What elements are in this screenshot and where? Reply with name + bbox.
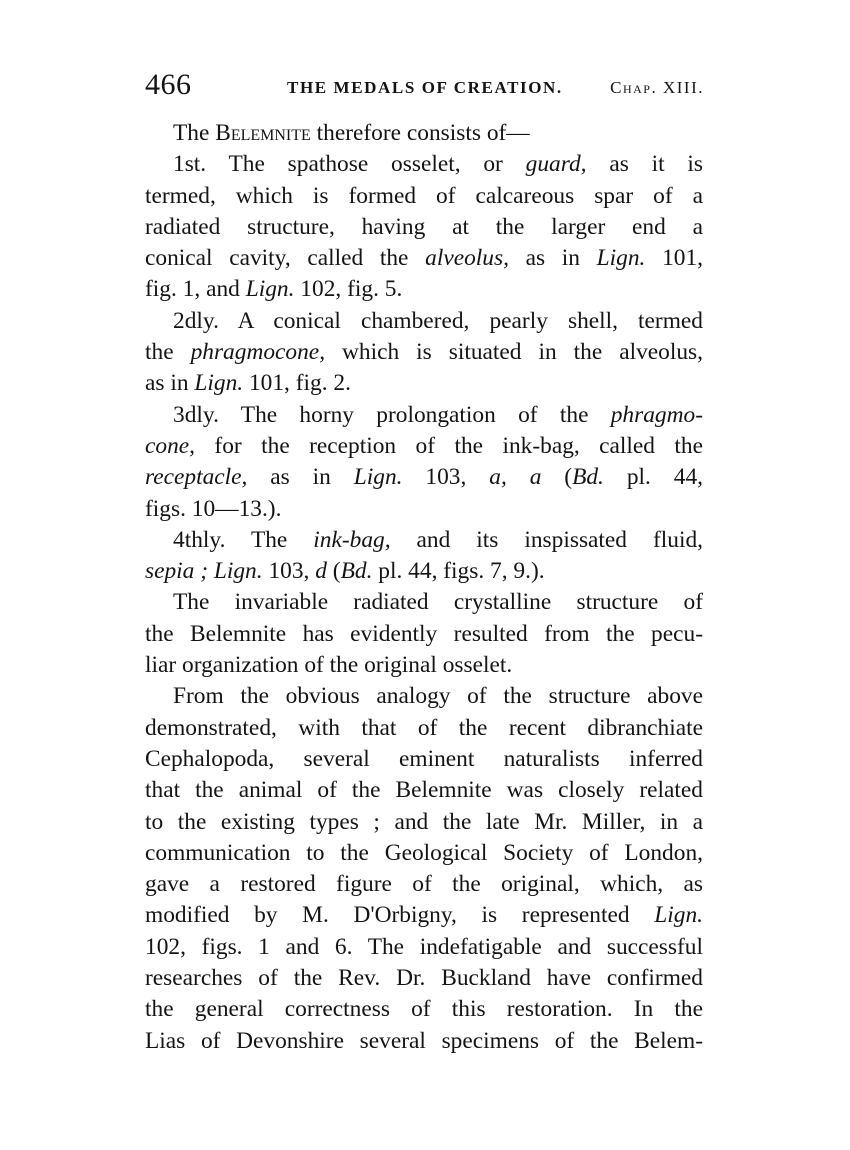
text-line: sepia ; Lign. 103, d (Bd. pl. 44, figs. 7, 9.). bbox=[145, 558, 545, 585]
belemnite-term: Belemnite bbox=[215, 120, 311, 146]
text-line: demonstrated, with that of the recent dibranchiate bbox=[145, 714, 703, 741]
item-3-paragraph bbox=[145, 400, 703, 525]
text-line: The Belemnite therefore consists of— bbox=[173, 120, 530, 146]
intro-paragraph bbox=[145, 118, 703, 149]
text-line: 1st. The spathose osselet, or guard, as it is bbox=[173, 151, 703, 178]
item-4-paragraph bbox=[145, 525, 703, 588]
body-text bbox=[145, 118, 703, 1057]
text-line: fig. 1, and Lign. 102, fig. 5. bbox=[145, 276, 403, 303]
crystalline-paragraph bbox=[145, 587, 703, 681]
running-header bbox=[145, 68, 704, 108]
chapter-label: Chap. XIII. bbox=[610, 78, 704, 97]
text-line: communication to the Geological Society of London, bbox=[145, 839, 703, 866]
text-line: radiated structure, having at the larger end a bbox=[145, 213, 703, 240]
running-title: THE MEDALS OF CREATION. bbox=[287, 78, 563, 97]
text-line: the Belemnite has evidently resulted from the pecu- bbox=[145, 620, 703, 647]
text-line: that the animal of the Belemnite was closely related bbox=[145, 777, 703, 804]
text-line: modified by M. D'Orbigny, is represented Lign. bbox=[145, 902, 703, 929]
text-line: the phragmocone, which is situated in the alveolus, bbox=[145, 339, 703, 366]
text-line: gave a restored figure of the original, which, as bbox=[145, 871, 703, 898]
text-line: the general correctness of this restoration. In the bbox=[145, 996, 703, 1023]
text-line: to the existing types ; and the late Mr. Miller, in a bbox=[145, 808, 703, 835]
text-line: Lias of Devonshire several specimens of the Belem- bbox=[145, 1027, 703, 1054]
text-line: From the obvious analogy of the structure above bbox=[173, 683, 703, 710]
text-line: researches of the Rev. Dr. Buckland have confirmed bbox=[145, 965, 703, 992]
text-line: Cephalopoda, several eminent naturalists inferred bbox=[145, 745, 703, 772]
text-line: 3dly. The horny prolongation of the phragmo- bbox=[173, 401, 703, 428]
analogy-paragraph bbox=[145, 681, 703, 1057]
text-line: termed, which is formed of calcareous spar of a bbox=[145, 182, 703, 209]
item-2-paragraph bbox=[145, 306, 703, 400]
text-line: 102, figs. 1 and 6. The indefatigable and successful bbox=[145, 933, 703, 960]
text-line: receptacle, as in Lign. 103, a, a (Bd. pl. 44, bbox=[145, 464, 703, 491]
text-line: 4thly. The ink-bag, and its inspissated fluid, bbox=[173, 526, 703, 553]
text-line: 2dly. A conical chambered, pearly shell, termed bbox=[173, 307, 703, 334]
page-number: 466 bbox=[145, 68, 192, 101]
text-line: The invariable radiated crystalline structure of bbox=[173, 589, 703, 616]
text-line: conical cavity, called the alveolus, as in Lign. 101, bbox=[145, 245, 703, 272]
text-line: figs. 10—13.). bbox=[145, 495, 282, 522]
item-1-paragraph bbox=[145, 149, 703, 305]
text-line: as in Lign. 101, fig. 2. bbox=[145, 370, 351, 397]
text-line: cone, for the reception of the ink-bag, called the bbox=[145, 432, 703, 459]
text-line: liar organization of the original osselet. bbox=[145, 652, 513, 679]
